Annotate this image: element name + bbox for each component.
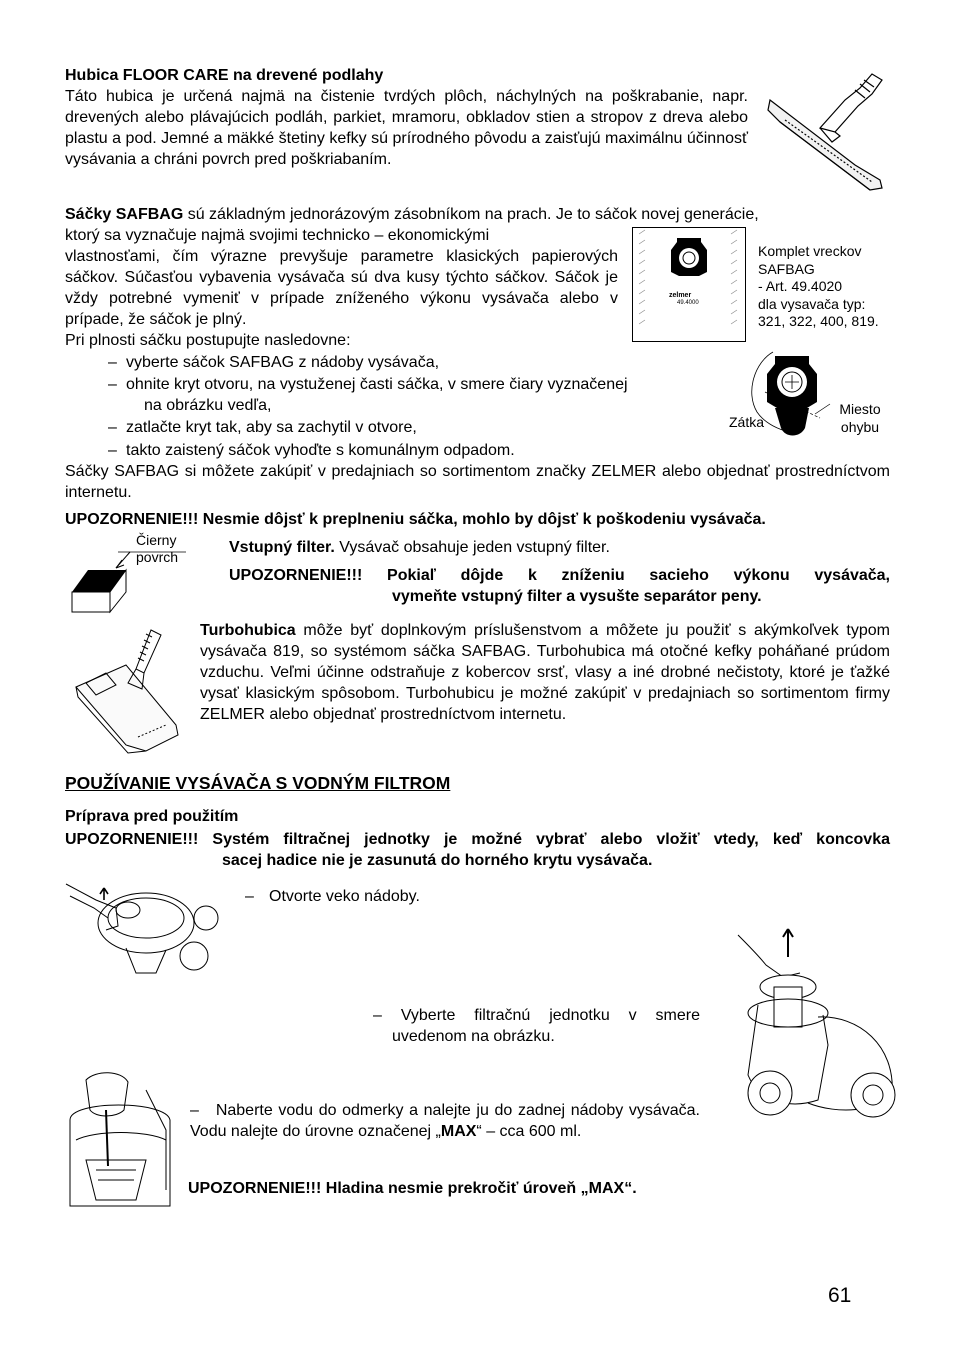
safbag-step-3: – zatlačte kryt tak, aby sa zachytil v otvore, [108, 419, 417, 436]
safbag-lead-rest: sú základným jednorázovým zásobníkom na prach. Je to sáčok novej generácie, [183, 206, 759, 223]
filter-text [229, 537, 610, 558]
label-bend: Miesto ohybu [839, 401, 881, 435]
floor-care-nozzle-image [760, 70, 890, 195]
warning-overfill: UPOZORNENIE!!! Nesmie dôjsť k preplneniu sáčka, mohlo by dôjsť k poškodeniu vysávača. [65, 511, 766, 528]
safbag-step-4: – takto zaistený sáčok vyhoďte s komunálnym odpadom. [108, 442, 515, 459]
bag-brand: zelmer [669, 292, 692, 299]
water-step-open-lid: – Otvorte veko nádoby. [245, 888, 420, 905]
label-plug: Zátka [729, 414, 765, 430]
page-number: 61 [828, 1284, 852, 1307]
water-warning-max: UPOZORNENIE!!! Hladina nesmie prekročiť úroveň „MAX“. [188, 1180, 637, 1197]
turbo-nozzle-image [66, 625, 186, 755]
filter-warning-line2: vymeňte vstupný filter a vysušte separátor peny. [392, 588, 762, 605]
safbag-step-2-cont: na obrázku vedľa, [144, 397, 272, 414]
pour-water-image [66, 1070, 176, 1210]
safbag-step-1: – vyberte sáčok SAFBAG z nádoby vysávača, [108, 354, 440, 371]
safbag-line2: ktorý sa vyznačuje najmä svojimi technicko – ekonomickými [65, 227, 490, 244]
safbag-lead: Sáčky SAFBAG [65, 206, 184, 223]
water-step-pour: – Naberte vodu do odmerky a nalejte ju do zadnej nádoby vysávača. Vodu nalejte do úrovne označenej „MAX“ – cca 600 ml. [190, 1102, 700, 1140]
turbo-description: môže byť doplnkovým príslušenstvom a môžete ju použiť s akýmkoľvek typom vysávača 819, so systémom sáčka SAFBAG. Turbohubica má otočné kefky poháňané prúdom vzduchu. Veľmi účinne odstraňuje z kobercov srsť, vlasy a iné drobné nečistoty, ktoré je ťažké vysať klasickým spôsobom. Turbohubicu je možné zakúpiť v predajniach so sortimentom firmy ZELMER alebo objednať prostredníctvom internetu. [200, 622, 890, 723]
turbo-text [200, 620, 890, 725]
water-step-remove-filter: – Vyberte filtračnú jednotku v smere [373, 1007, 700, 1024]
floor-care-title: Hubica FLOOR CARE na drevené podlahy [65, 67, 384, 84]
filter-warning-line1: UPOZORNENIE!!! Pokiaľ dôjde k zníženiu sacieho výkonu vysávača, [229, 567, 890, 584]
filter-description: Vysávač obsahuje jeden vstupný filter. [334, 539, 610, 556]
turbo-title: Turbohubica [200, 622, 296, 639]
open-lid-image [66, 878, 226, 978]
water-subheading: Príprava pred použitím [65, 808, 239, 825]
water-section-heading: POUŽÍVANIE VYSÁVAČA S VODNÝM FILTROM [65, 773, 451, 793]
bag-code: 49.4000 [677, 300, 699, 306]
safbag-step-2: – ohnite kryt otvoru, na vystuženej časti sáčka, v smere čiary vyznačenej [108, 376, 628, 393]
remove-filter-unit-image [728, 925, 898, 1125]
safbag-buy: Sáčky SAFBAG si môžete zakúpiť v predajniach so sortimentom značky ZELMER alebo objednať prostredníctvom internetu. [65, 463, 890, 501]
water-warning-line1: UPOZORNENIE!!! Systém filtračnej jednotky je možné vybrať alebo vložiť vtedy, keď koncovka [65, 831, 890, 848]
floor-care-text: Táto hubica je určená najmä na čistenie tvrdých plôch, náchylných na poškrabanie, napr. drevených alebo plávajúcich podláh, parkiet, mramoru, obkladov stien a stropov z dreva alebo plastu a pod. Jemné a mäkké štetiny kefky sú prírodného pôvodu a zaisťujú maximálnu účinnosť vysávania a chráni povrch pred poškriabaním. [65, 88, 748, 168]
water-step-remove-filter-cont: uvedenom na obrázku. [392, 1028, 555, 1045]
filter-title: Vstupný filter. [229, 539, 335, 556]
safbag-steps-intro: Pri plnosti sáčku postupujte nasledovne: [65, 332, 351, 349]
safbag-bag-image [632, 227, 746, 342]
water-warning-line2: sacej hadice nie je zasunutá do horného krytu vysávača. [222, 852, 653, 869]
safbag-kit-caption: Komplet vreckov SAFBAG - Art. 49.4020 dla vysavača typ: 321, 322, 400, 819. [758, 243, 879, 329]
label-black-surface: Čierny povrch [136, 532, 179, 565]
input-filter-image [68, 548, 188, 618]
safbag-para: vlastnosťami, čím výrazne prevyšuje parametre klasických papierových sáčkov. Súčasťou vybavenia vysávača sú dva kusy týchto sáčkov. Sáčok je vždy potrebné vymeniť v prípade zníženého výkonu vysávača alebo v prípade, že sáčok je plný. [65, 248, 618, 328]
safbag-intro [65, 204, 890, 225]
